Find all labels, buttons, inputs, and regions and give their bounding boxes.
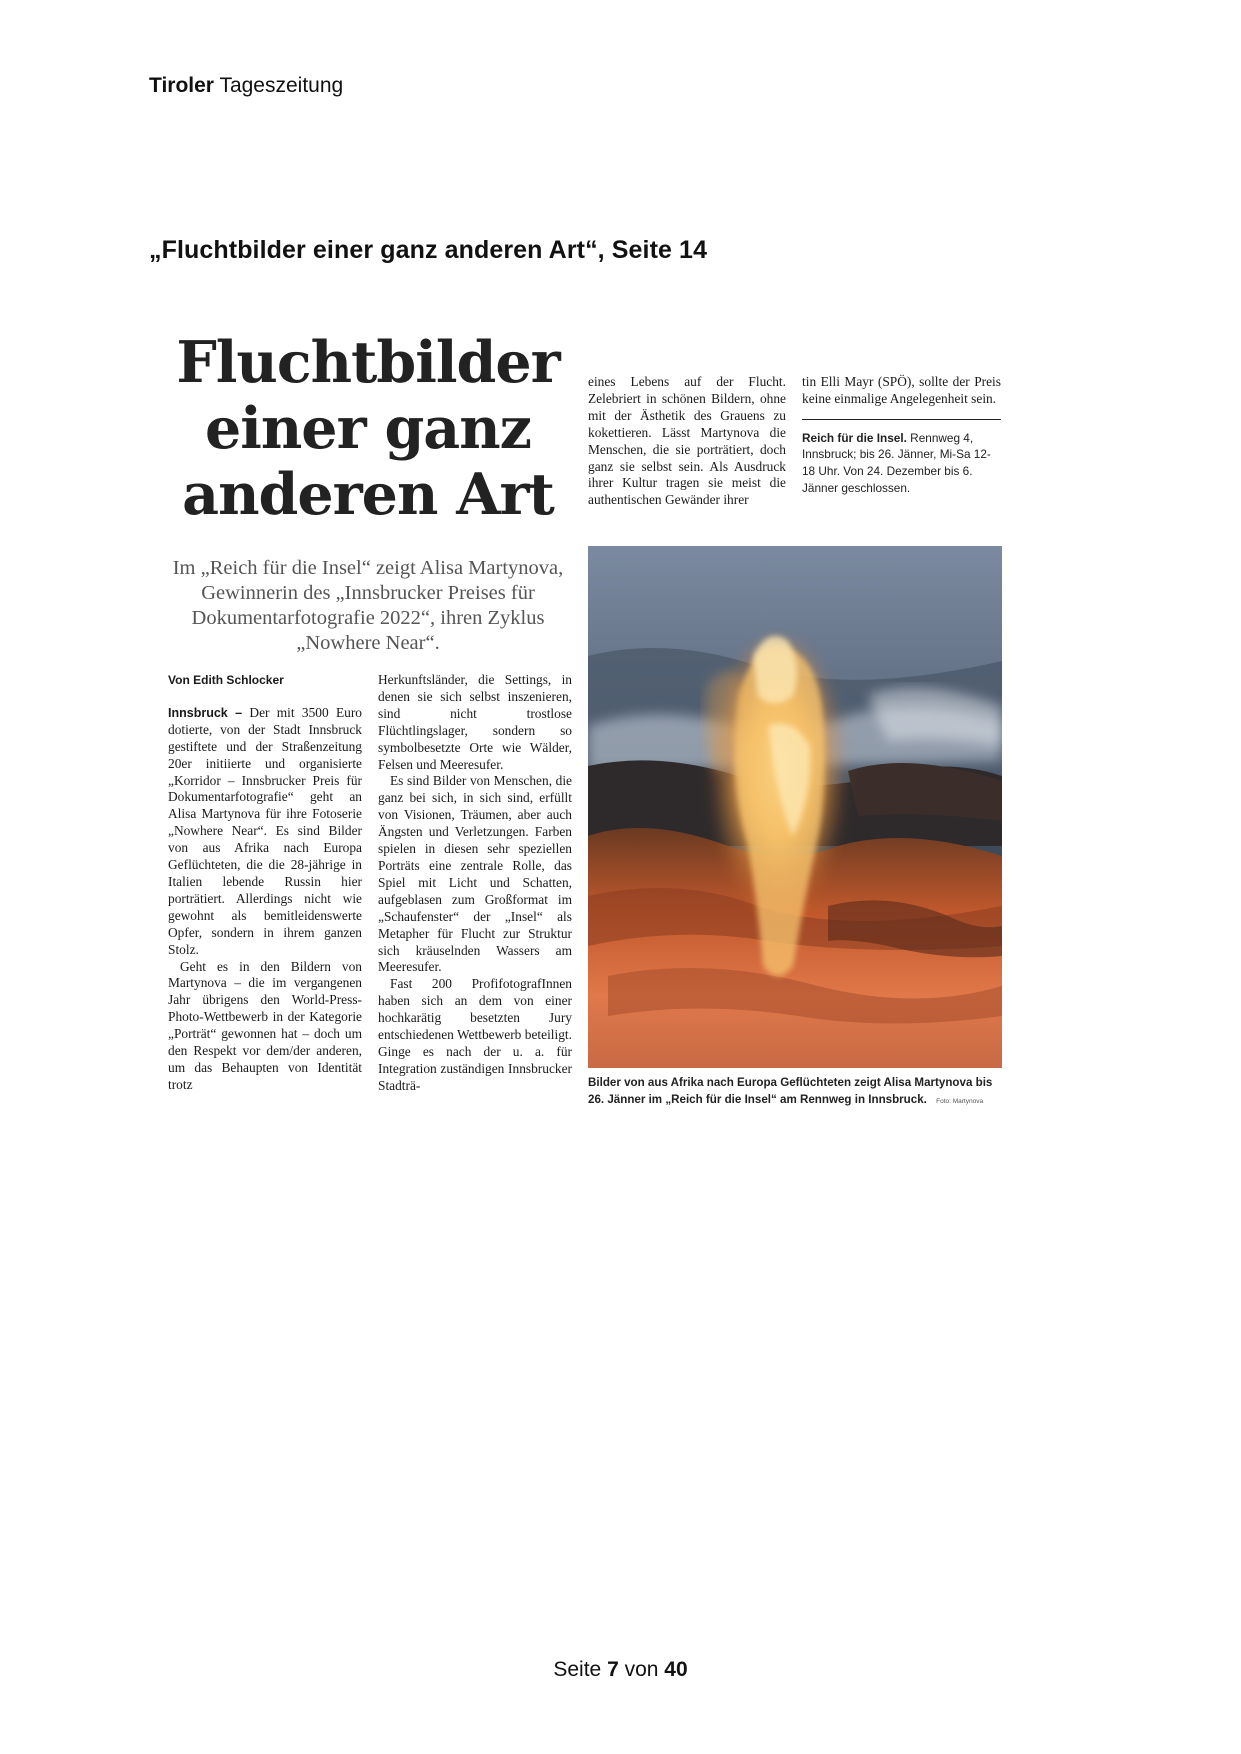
publication-name-rest: Tageszeitung xyxy=(219,74,344,97)
paragraph: Fast 200 ProfifotografInnen haben sich an dem von einer hochkarätig besetzten Jury entschiedenen Wettbewerb beteiligt. Ginge es nach der u. a. für Integration zuständigen Innsbrucker Stadträ- xyxy=(378,976,572,1093)
exhibition-info-text: Rennweg 4, Innsbruck; bis 26. Jänner, Mi-Sa 12-18 Uhr. Von 24. Dezember bis 6. Jänner geschlossen. xyxy=(802,430,991,495)
exhibition-info-title: Reich für die Insel. xyxy=(802,430,907,445)
article-column-2 xyxy=(378,672,572,1110)
headline-line-3: anderen Art xyxy=(182,461,554,528)
divider xyxy=(802,419,1001,420)
exhibition-info xyxy=(802,430,1001,496)
paragraph: Geht es in den Bildern von Martynova – die im vergangenen Jahr übrigens den World-Press-Photo-Wettbewerb in der Kategorie „Porträt“ gewonnen hat – doch um den Respekt vor dem/der anderen, um das Behaupten von Identität trotz xyxy=(168,958,362,1092)
article-photo xyxy=(588,546,1002,1068)
publication-name xyxy=(149,74,343,98)
article-column-3 xyxy=(588,374,786,524)
paragraph: eines Lebens auf der Flucht. Zelebriert in schönen Bildern, ohne mit der Ästhetik des Grauens zu kokettieren. Lässt Martynova die Menschen, die sie porträtiert, doch ganz sie selbst sein. Als Ausdruck ihrer Kultur tragen sie meist die authentischen Gewänder ihrer xyxy=(588,374,786,508)
paragraph: Es sind Bilder von Menschen, die ganz bei sich, in sich sind, erfüllt von Visionen, Träumen, aber auch Ängsten und Verletzungen. Farben spielen in diesen sehr speziellen Porträts eine zentrale Rolle, das Spiel mit Licht und Schatten, aufgeblasen zum Großformat im „Schaufenster“ der „Insel“ als Metapher für Flucht zur Struktur sich kräuselnden Wassers am Meeresufer. xyxy=(378,773,572,975)
paragraph: tin Elli Mayr (SPÖ), sollte der Preis keine einmalige Angelegenheit sein. xyxy=(802,374,1001,406)
publication-name-bold: Tiroler xyxy=(149,74,214,97)
dateline: Innsbruck – xyxy=(168,705,243,720)
footer-page-total: 40 xyxy=(664,1658,688,1681)
headline-line-2: einer ganz xyxy=(204,395,532,462)
clipping-caption-heading: „Fluchtbilder einer ganz anderen Art“, Seite 14 xyxy=(149,236,708,264)
footer-middle: von xyxy=(624,1658,659,1681)
article-deck: Im „Reich für die Insel“ zeigt Alisa Martynova, Gewinnerin des „Innsbrucker Preises für Dokumentarfotografie 2022“, ihren Zyklus „Nowhere Near“. xyxy=(172,557,564,654)
newspaper-clipping xyxy=(168,322,1002,1110)
paragraph: Herkunftsländer, die Settings, in denen sie sich selbst inszenieren, sind nicht trostlose Flüchtlingslager, sondern so symbolbesetzte Orte wie Wälder, Felsen und Meeresufer. xyxy=(378,672,572,772)
photo-illustration xyxy=(588,546,1002,1068)
article-headline xyxy=(168,330,568,528)
footer-page-number: 7 xyxy=(607,1658,619,1681)
photo-caption xyxy=(588,1074,1002,1110)
paragraph-text: Der mit 3500 Euro dotierte, von der Stadt Innsbruck gestiftete und der Straßenzeitung 20er initiierte und organisierte „Korridor – Innsbrucker Preis für Dokumentarfotografie“ geht an Alisa Martynova für ihre Fotoserie „Nowhere Near“. Es sind Bilder von aus Afrika nach Europa Geflüchteten, die die 28-jährige in Italien lebende Russin hier porträtiert. Allerdings nicht wie gewohnt als bemitleidenswerte Opfer, sondern in ihrem ganzen Stolz. xyxy=(168,704,362,957)
byline: Von Edith Schlocker xyxy=(168,673,284,687)
paragraph xyxy=(168,705,362,959)
photo-credit: Foto: Martynova xyxy=(936,1098,984,1105)
page-footer xyxy=(0,1658,1241,1682)
photo-caption-text: Bilder von aus Afrika nach Europa Geflüchteten zeigt Alisa Martynova bis 26. Jänner im „Reich für die Insel“ am Rennweg in Innsbruck. xyxy=(588,1076,993,1106)
footer-prefix: Seite xyxy=(553,1658,602,1681)
article-column-4 xyxy=(802,374,1001,496)
headline-line-1: Fluchtbilder xyxy=(176,329,560,396)
article-column-1 xyxy=(168,672,362,1110)
